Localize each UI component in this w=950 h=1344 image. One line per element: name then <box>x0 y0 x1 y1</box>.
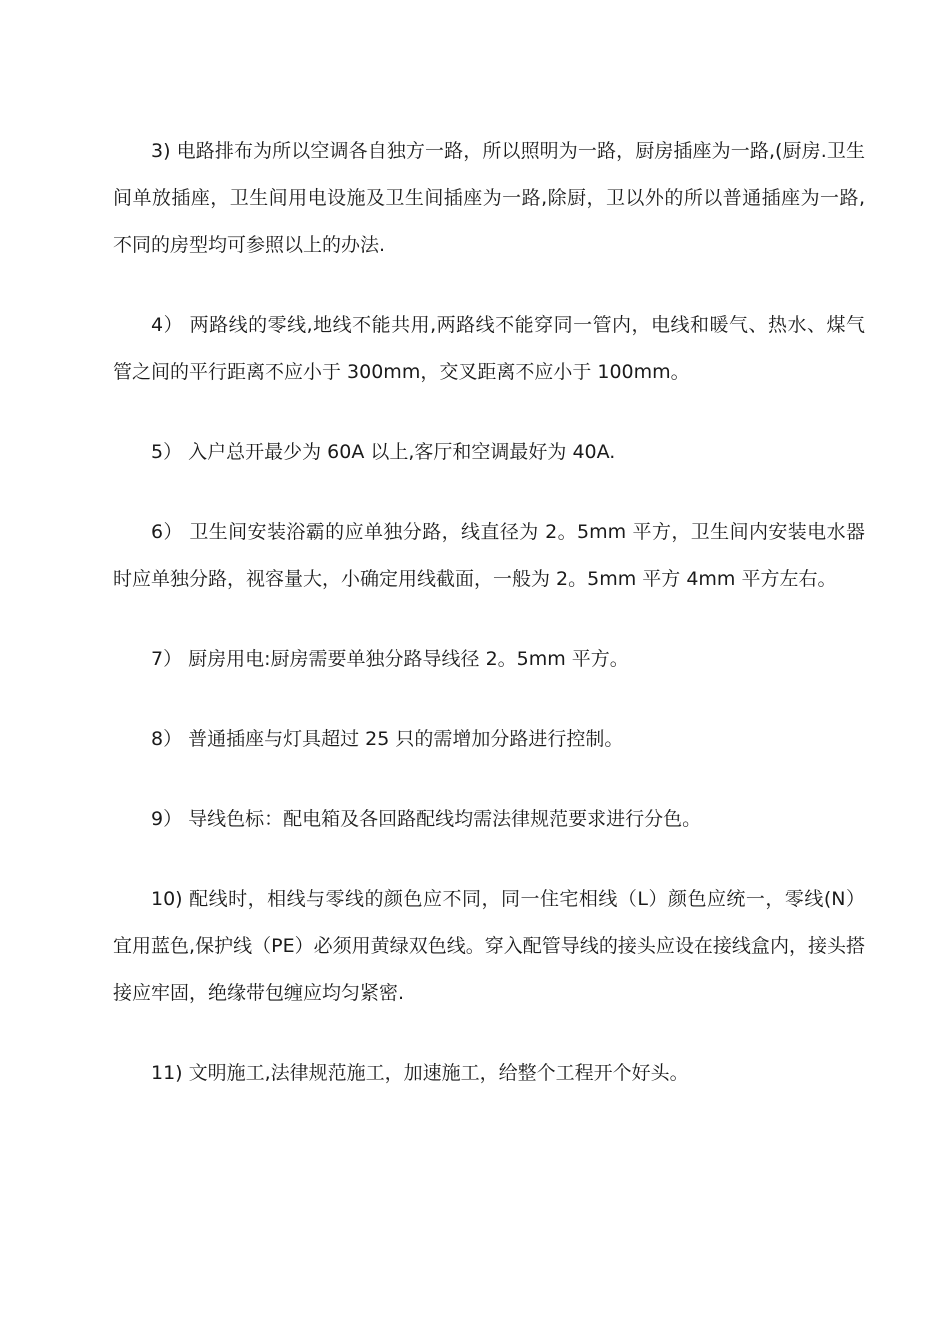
paragraph-11: 11) 文明施工,法律规范施工，加速施工，给整个工程开个好头。 <box>151 1062 689 1084</box>
paragraph-5: 5） 入户总开最少为 60A 以上,客厅和空调最好为 40A. <box>151 441 616 463</box>
paragraph-10: 10) 配线时，相线与零线的颜色应不同，同一住宅相线（L）颜色应统一，零线(N）宜用蓝色,保护线（PE）必须用黄绿双色线。穿入配管导线的接头应设在接线盒内，接头搭接应牢固，绝缘带包缠应均匀紧密. <box>113 888 865 1004</box>
paragraph-4: 4） 两路线的零线,地线不能共用,两路线不能穿同一管内，电线和暖气、热水、煤气管之间的平行距离不应小于 300mm，交叉距离不应小于 100mm。 <box>113 314 865 383</box>
paragraph-6: 6） 卫生间安装浴霸的应单独分路，线直径为 2。5mm 平方，卫生间内安装电水器时应单独分路，视容量大，小确定用线截面，一般为 2。5mm 平方 4mm 平方左右。 <box>113 521 865 590</box>
paragraph-3: 3) 电路排布为所以空调各自独方一路，所以照明为一路，厨房插座为一路,(厨房.卫生间单放插座，卫生间用电设施及卫生间插座为一路,除厨，卫以外的所以普通插座为一路,不同的房型均可参照以上的办法. <box>113 140 865 256</box>
paragraph-7: 7） 厨房用电:厨房需要单独分路导线径 2。5mm 平方。 <box>151 648 629 670</box>
paragraph-8: 8） 普通插座与灯具超过 25 只的需增加分路进行控制。 <box>151 728 624 750</box>
paragraph-9: 9） 导线色标：配电箱及各回路配线均需法律规范要求进行分色。 <box>151 808 702 830</box>
document-body <box>113 128 865 1130</box>
